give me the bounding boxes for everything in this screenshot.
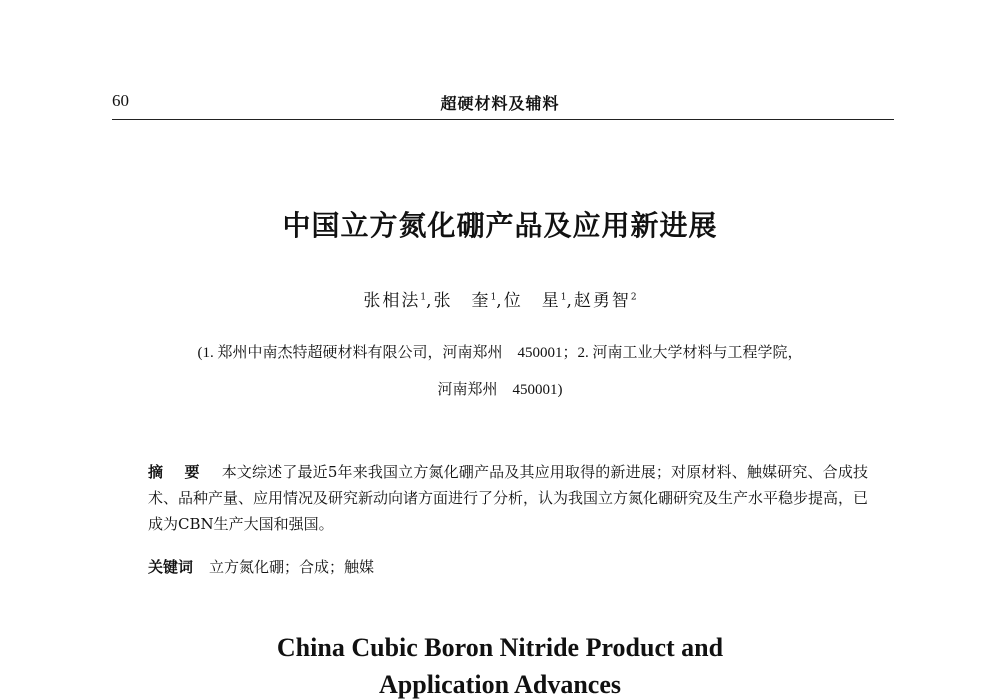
header-rule xyxy=(112,119,894,120)
author-affil-mark: 1 xyxy=(420,292,427,303)
keywords xyxy=(148,556,374,577)
english-title-line-1: China Cubic Boron Nitride Product and xyxy=(276,633,724,662)
author-affil-mark: 2 xyxy=(630,292,637,303)
journal-name: 超硬材料及辅料 xyxy=(440,94,560,113)
keywords-label: 关键词 xyxy=(148,558,194,576)
affiliation-line-1: (1. 郑州中南杰特超硬材料有限公司，河南郑州 450001；2. 河南工业大学材料与工程学院， xyxy=(197,345,803,361)
affiliation-line-2: 河南郑州 450001) xyxy=(437,382,563,398)
authors: 张相法$^1$,张 奎$^1$,位 星$^1$,赵勇智$^2$ xyxy=(363,291,637,311)
abstract xyxy=(148,459,868,537)
english-title-line-2: Application Advances xyxy=(379,670,621,699)
abstract-label: 摘 要 xyxy=(148,463,208,481)
author-affil-mark: 1 xyxy=(490,292,497,303)
author-affil-mark: 1 xyxy=(560,292,567,303)
abstract-text: 本文综述了最近5年来我国立方氮化硼产品及其应用取得的新进展；对原材料、触媒研究、合成技术、品种产量、应用情况及研究新动向诸方面进行了分析，认为我国立方氮化硼研究及生产水平稳步提高，已成为CBN生产大国和强国。 xyxy=(148,463,869,533)
author-name: 张相法 xyxy=(363,291,421,311)
keywords-text: 立方氮化硼；合成；触媒 xyxy=(209,558,375,576)
article-title: 中国立方氮化硼产品及应用新进展 xyxy=(282,209,718,242)
author-name: 赵勇智 xyxy=(573,291,631,311)
page-number: 60 xyxy=(112,91,129,110)
author-name: 张 奎 xyxy=(433,291,491,311)
author-name: 位 星 xyxy=(503,291,561,311)
